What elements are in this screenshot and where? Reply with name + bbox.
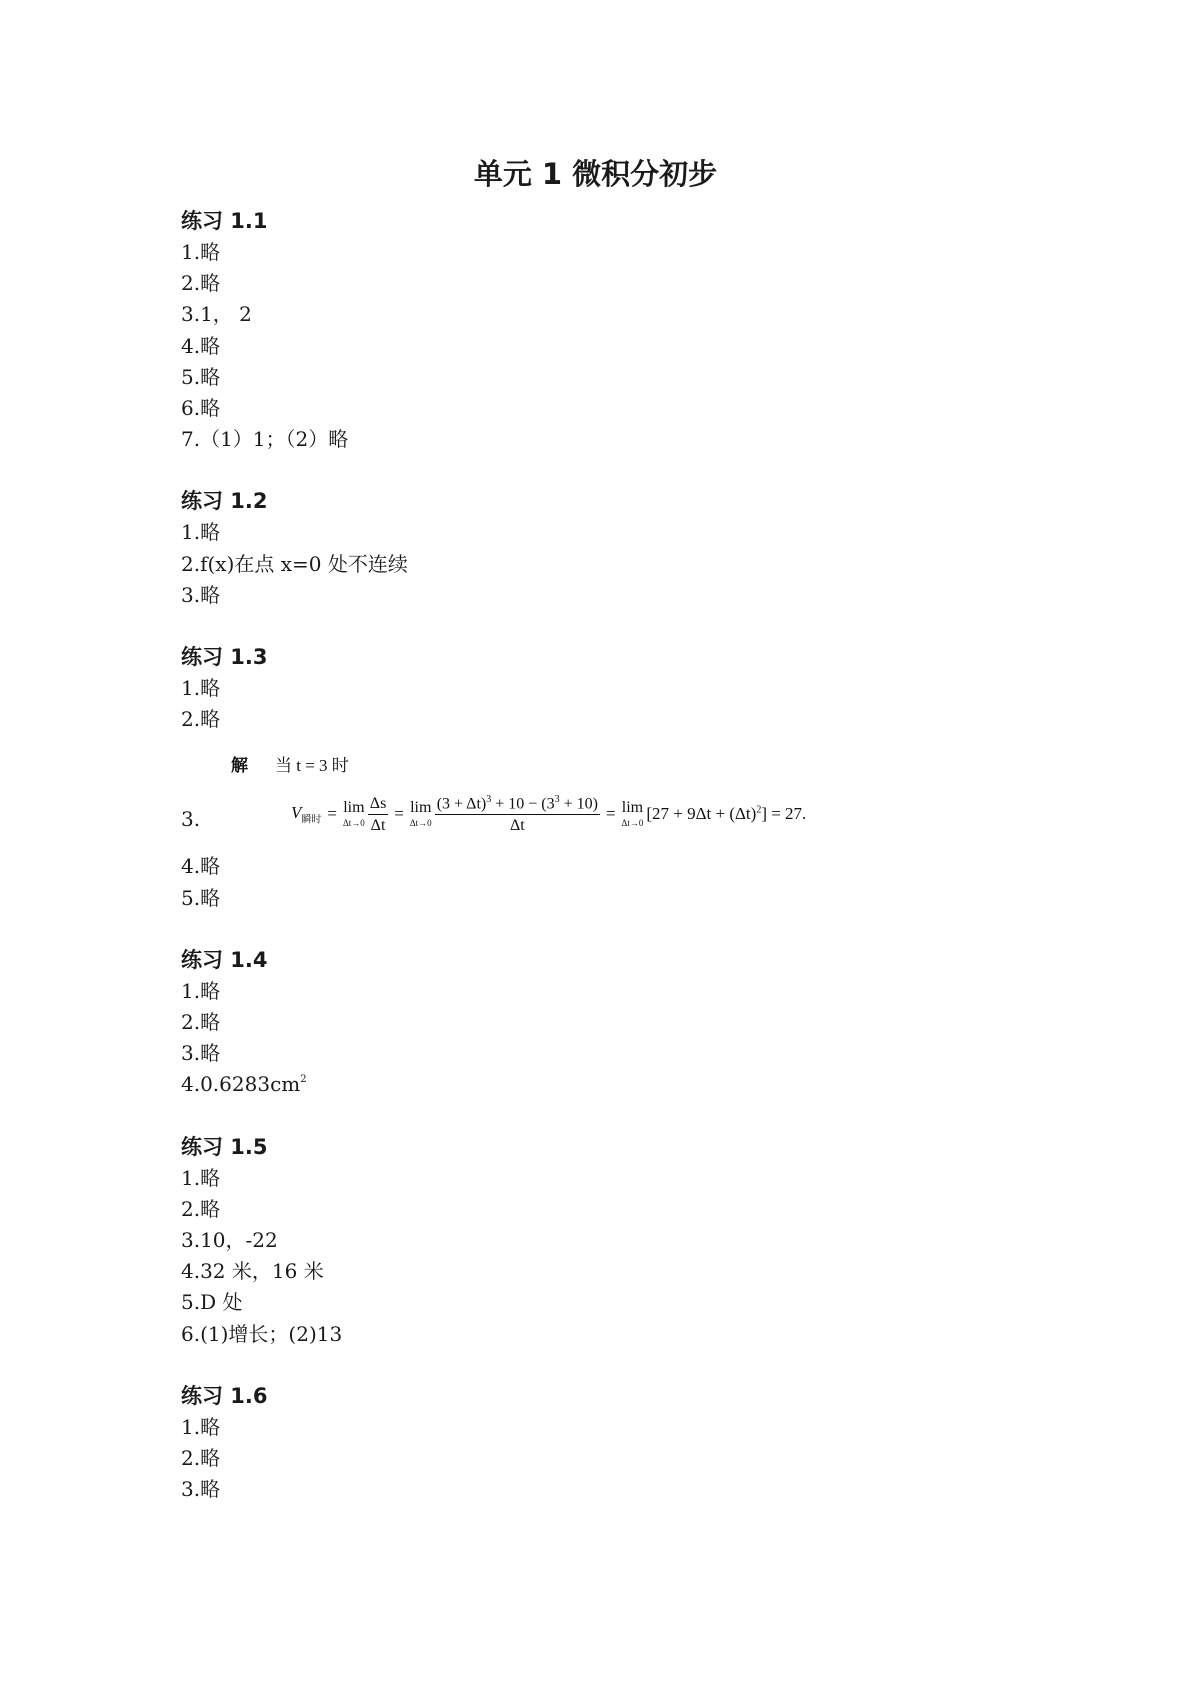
- exercise-section-1-5: [181, 1132, 1081, 1350]
- exercise-section-1-2: [181, 486, 1081, 611]
- limit-operator: lim Δt→0: [409, 799, 432, 829]
- formula-image: [231, 743, 931, 851]
- answer-item: 1.略: [181, 676, 221, 701]
- answer-item: 4.32 米，16 米: [181, 1259, 324, 1284]
- equals-sign: =: [394, 804, 404, 824]
- velocity-symbol: $V_{瞬时}$: [291, 803, 322, 826]
- answer-item: 1.略: [181, 240, 221, 264]
- answer-item: 4.略: [181, 854, 221, 879]
- answer-item: 5.略: [181, 885, 221, 910]
- answer-item: 2.略: [181, 707, 221, 732]
- answer-item: 3.略: [181, 582, 221, 607]
- limit-operator: lim Δt→0: [342, 799, 365, 829]
- exercise-section-1-4: [181, 945, 1081, 1101]
- answer-item: 4.略: [181, 333, 221, 358]
- answer-item: 7.（1）1；（2）略: [181, 427, 349, 452]
- answer-item: 1.略: [181, 1414, 221, 1439]
- formula-number: 3.: [181, 807, 201, 832]
- section-heading: 练习 1.5: [181, 1134, 268, 1159]
- velocity-equation: [291, 784, 806, 844]
- section-heading: 练习 1.4: [181, 947, 268, 972]
- formula-answer: [181, 743, 1081, 851]
- answer-item: 6.略: [181, 396, 221, 421]
- answer-item: 2.略: [181, 1196, 221, 1221]
- answer-item: 1.略: [181, 1165, 221, 1190]
- answer-item: 2.略: [181, 271, 221, 296]
- exercise-section-1-6: [181, 1381, 1081, 1506]
- equals-sign: =: [327, 804, 337, 824]
- exercise-section-1-3: [181, 642, 1081, 914]
- answer-item: 2.f(x)在点 x=0 处不连续: [181, 551, 408, 576]
- answer-item: 1.略: [181, 520, 221, 545]
- equals-sign: =: [605, 804, 616, 824]
- section-heading: 练习 1.3: [181, 645, 268, 670]
- answer-item: 6.(1)增长；(2)13: [181, 1321, 343, 1346]
- limit-operator: lim Δt→0: [621, 799, 644, 829]
- answer-item: 3.10，-22: [181, 1228, 278, 1253]
- answer-item: $4.0.6283cm^2$: [181, 1072, 307, 1097]
- difference-quotient-fraction: $\frac{(3 + \Delta t)^3 + 10 - (3^3 + 10)}{\Delta t}$: [436, 793, 598, 835]
- ds-over-dt-fraction: $\frac{\Delta s}{\Delta t}$: [369, 794, 387, 834]
- section-heading: 练习 1.1: [181, 209, 268, 233]
- answer-item: 3.略: [181, 1477, 221, 1502]
- solution-label: 解: [231, 756, 248, 777]
- exercise-section-1-1: [181, 206, 1081, 455]
- answer-item: 1.略: [181, 978, 221, 1003]
- answer-item: 2.略: [181, 1010, 221, 1035]
- answer-item: 3.略: [181, 1041, 221, 1066]
- section-heading: 练习 1.6: [181, 1383, 268, 1408]
- answer-item: 5.D 处: [181, 1290, 243, 1315]
- document-content: [181, 206, 1081, 1536]
- section-heading: 练习 1.2: [181, 489, 268, 514]
- solution-condition: 当 t = 3 时: [275, 756, 349, 776]
- answer-item: 2.略: [181, 1446, 221, 1471]
- page-title: 单元 1 微积分初步: [473, 157, 718, 191]
- answer-item: 5.略: [181, 364, 221, 389]
- answer-item: 3.1， 2: [181, 302, 252, 327]
- limit-result: $[27 + 9\Delta t + (\Delta t)^2] = 27$.: [646, 804, 807, 824]
